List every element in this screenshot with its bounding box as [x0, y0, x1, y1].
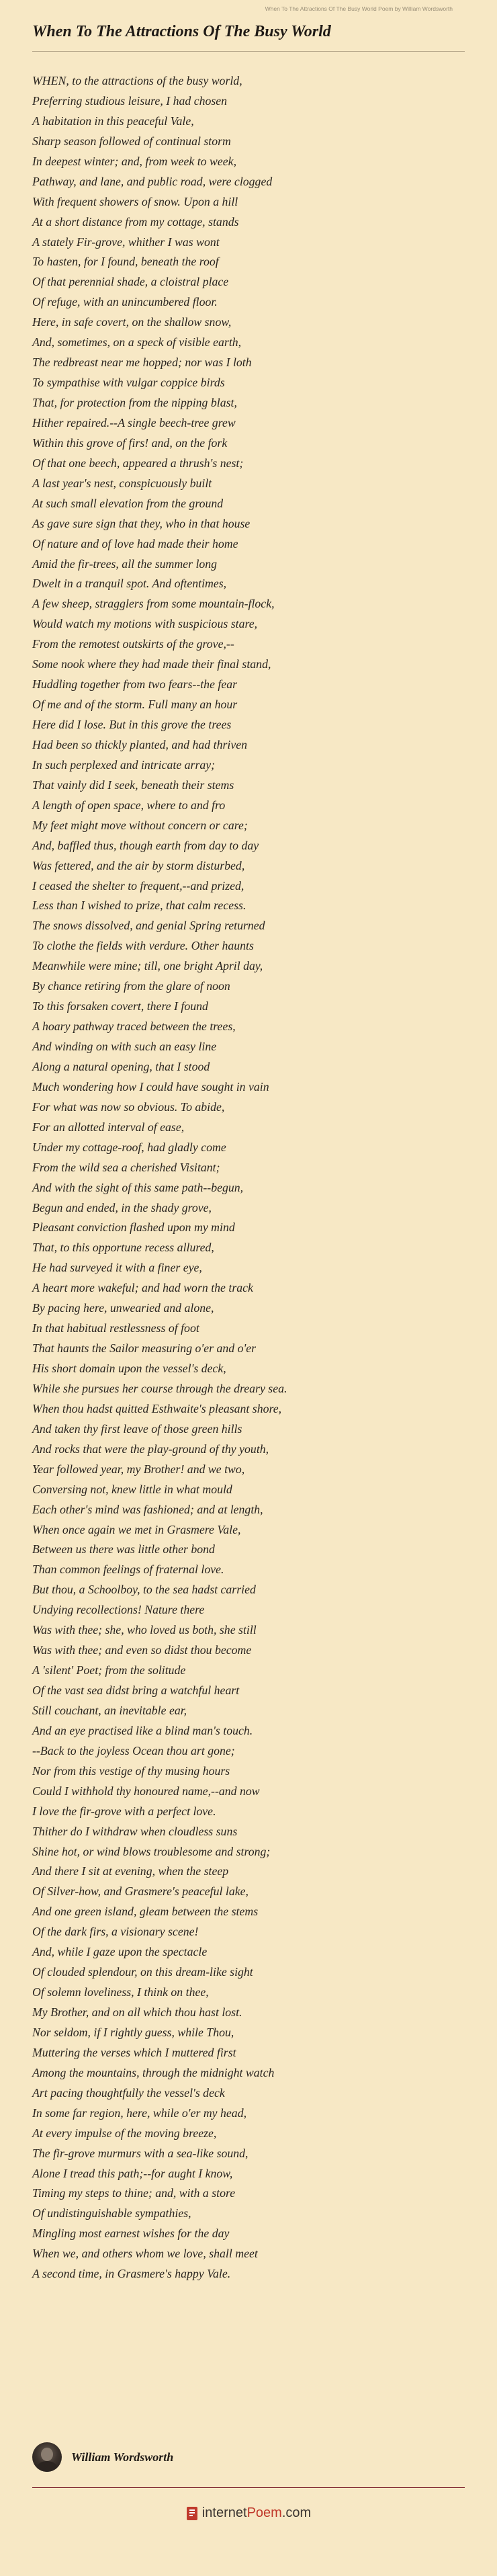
poem-line: And an eye practised like a blind man's touch. — [32, 1723, 253, 1737]
author-avatar[interactable] — [32, 2442, 62, 2472]
poem-line: At a short distance from my cottage, stands — [32, 214, 239, 228]
poem-line: And taken thy first leave of those green hills — [32, 1421, 242, 1436]
poem-line: Of Silver-how, and Grasmere's peaceful lake, — [32, 1884, 248, 1899]
poem-line: Of refuge, with an unincumbered floor. — [32, 295, 218, 309]
poem-line: The redbreast near me hopped; nor was I loth — [32, 356, 252, 370]
poem-line: Dwelt in a tranquil spot. And oftentimes, — [32, 577, 227, 591]
poem-line: And with the sight of this same path--begun, — [32, 1180, 244, 1194]
poem-line: My feet might move without concern or care; — [32, 818, 248, 832]
poem-line: Of nature and of love had made their home — [32, 536, 238, 550]
poem-line: Than common feelings of fraternal love. — [32, 1563, 224, 1577]
site-brand-text[interactable] — [202, 2505, 311, 2521]
poem-line: That, for protection from the nipping blast, — [32, 396, 237, 409]
poem-line: Of the vast sea didst bring a watchful heart — [32, 1684, 240, 1697]
poem-line: When we, and others whom we love, shall meet — [32, 2247, 258, 2261]
poem-line: A habitation in this peaceful Vale, — [32, 114, 194, 128]
poem-line: For what was now so obvious. To abide, — [32, 1099, 225, 1114]
poem-line: My Brother, and on all which thou hast lost. — [32, 2005, 242, 2019]
poem-line: A 'silent' Poet; from the solitude — [32, 1663, 186, 1677]
poem-line: The snows dissolved, and genial Spring returned — [32, 919, 265, 933]
poem-line: Less than I wished to prize, that calm recess. — [32, 899, 246, 913]
poem-line: Could I withhold thy honoured name,--and now — [32, 1784, 260, 1798]
poem-line: In such perplexed and intricate array; — [32, 757, 216, 772]
title-divider — [32, 51, 465, 52]
poem-line: Each other's mind was fashioned; and at length, — [32, 1502, 263, 1516]
poem-line: Of me and of the storm. Full many an hour — [32, 698, 238, 712]
poem-line: Some nook where they had made their final stand, — [32, 657, 271, 671]
poem-line: To sympathise with vulgar coppice birds — [32, 376, 225, 390]
poem-line: That, to this opportune recess allured, — [32, 1241, 214, 1255]
brand-accent: Poem — [246, 2505, 282, 2520]
poem-line: A last year's nest, conspicuously built — [32, 476, 212, 490]
poem-line: Among the mountains, through the midnight watch — [32, 2065, 275, 2079]
poem-line: Undying recollections! Nature there — [32, 1603, 205, 1617]
poem-line: I ceased the shelter to frequent,--and prized, — [32, 878, 244, 892]
poem-line: And rocks that were the play-ground of thy youth, — [32, 1442, 269, 1456]
poem-line: And, while I gaze upon the spectacle — [32, 1945, 208, 1959]
poem-line: Much wondering how I could have sought in vain — [32, 1079, 269, 1093]
poem-line: Pathway, and lane, and public road, were clogged — [32, 174, 273, 188]
poem-line: Year followed year, my Brother! and we two, — [32, 1462, 245, 1476]
poem-line: He had surveyed it with a finer eye, — [32, 1261, 202, 1275]
poem-line: Begun and ended, in the shady grove, — [32, 1200, 212, 1214]
poem-line: In some far region, here, while o'er my head, — [32, 2106, 247, 2120]
poem-line: Thither do I withdraw when cloudless suns — [32, 1824, 238, 1838]
poem-line: Hither repaired.--A single beech-tree grew — [32, 415, 236, 429]
poem-line: From the remotest outskirts of the grove,-- — [32, 637, 234, 651]
poem-line: In deepest winter; and, from week to week, — [32, 154, 237, 168]
site-brand-link[interactable] — [0, 2505, 497, 2521]
poem-line: And winding on with such an easy line — [32, 1040, 217, 1053]
poem-line: Of undistinguishable sympathies, — [32, 2206, 191, 2220]
poem-line: Within this grove of firs! and, on the fork — [32, 435, 228, 450]
poem-title: When To The Attractions Of The Busy World — [32, 23, 331, 40]
poem-line: When once again we met in Grasmere Vale, — [32, 1522, 241, 1536]
footer-divider — [32, 2487, 465, 2488]
poem-line: When thou hadst quitted Esthwaite's pleasant shore, — [32, 1401, 282, 1415]
poem-line: Timing my steps to thine; and, with a store — [32, 2186, 236, 2200]
poem-line: Art pacing thoughtfully the vessel's deck — [32, 2085, 225, 2100]
poem-line: A heart more wakeful; and had worn the track — [32, 1281, 253, 1295]
poem-line: Preferring studious leisure, I had chosen — [32, 93, 228, 108]
poem-line: That haunts the Sailor measuring o'er and o'er — [32, 1341, 257, 1356]
poem-line: To clothe the fields with verdure. Other haunts — [32, 939, 254, 953]
poem-line: Still couchant, an inevitable ear, — [32, 1703, 187, 1717]
poem-line: WHEN, to the attractions of the busy world, — [32, 74, 242, 87]
poem-line: Here, in safe covert, on the shallow snow, — [32, 315, 232, 329]
poem-line: Of that one beech, appeared a thrush's nest; — [32, 456, 244, 470]
poem-line: By pacing here, unwearied and alone, — [32, 1301, 214, 1315]
poem-line: --Back to the joyless Ocean thou art gone; — [32, 1743, 235, 1757]
poem-line: While she pursues her course through the dreary sea. — [32, 1381, 287, 1395]
poem-line: Shine hot, or wind blows troublesome and strong; — [32, 1844, 271, 1858]
poem-line: As gave sure sign that they, who in that house — [32, 516, 251, 530]
poem-line: Was with thee; and even so didst thou become — [32, 1643, 252, 1657]
poem-line: Under my cottage-roof, had gladly come — [32, 1140, 226, 1154]
brand-prefix: internet — [201, 2505, 247, 2520]
poem-line: A second time, in Grasmere's happy Vale. — [32, 2267, 231, 2281]
poem-line: A stately Fir-grove, whither I was wont — [32, 235, 220, 249]
poem-line: For an allotted interval of ease, — [32, 1120, 185, 1134]
poem-line: Of clouded splendour, on this dream-like sight — [32, 1965, 253, 1979]
poem-line: Nor seldom, if I rightly guess, while Thou, — [32, 2025, 234, 2039]
poem-line: The fir-grove murmurs with a sea-like sound, — [32, 2146, 248, 2160]
poem-line: Along a natural opening, that I stood — [32, 1059, 210, 1073]
poem-line: And one green island, gleam between the stems — [32, 1905, 259, 1919]
poem-line: Here did I lose. But in this grove the trees — [32, 718, 232, 731]
poem-line: In that habitual restlessness of foot — [32, 1321, 199, 1335]
poem-line: Of the dark firs, a visionary scene! — [32, 1925, 199, 1939]
brand-suffix: .com — [281, 2505, 312, 2520]
poem-line: Of solemn loveliness, I think on thee, — [32, 1985, 209, 1999]
bookmark-icon — [186, 2506, 198, 2521]
poem-line: And there I sit at evening, when the steep — [32, 1864, 229, 1878]
poem-body — [32, 71, 287, 2284]
poem-line: To hasten, for I found, beneath the roof — [32, 255, 219, 269]
poem-line: A hoary pathway traced between the trees, — [32, 1020, 236, 1034]
poem-line: That vainly did I seek, beneath their stems — [32, 778, 234, 792]
poem-line: And, sometimes, on a speck of visible earth, — [32, 335, 242, 349]
poem-line: Meanwhile were mine; till, one bright April day, — [32, 959, 263, 973]
poem-line: Nor from this vestige of thy musing hours — [32, 1763, 230, 1778]
poem-line: A few sheep, stragglers from some mountain-flock, — [32, 597, 275, 611]
poem-line: But thou, a Schoolboy, to the sea hadst carried — [32, 1583, 256, 1597]
poem-line: Amid the fir-trees, all the summer long — [32, 556, 218, 571]
poem-line: At every impulse of the moving breeze, — [32, 2126, 217, 2140]
author-name[interactable]: William Wordsworth — [71, 2450, 174, 2464]
poem-line: A length of open space, where to and fro — [32, 798, 226, 812]
poem-line: Had been so thickly planted, and had thriven — [32, 737, 247, 751]
poem-line: Huddling together from two fears--the fear — [32, 677, 238, 692]
author-block[interactable] — [32, 2442, 173, 2472]
poem-line: Was fettered, and the air by storm disturbed, — [32, 858, 245, 872]
poem-line: Mingling most earnest wishes for the day — [32, 2227, 230, 2241]
poem-line: Sharp season followed of continual storm — [32, 134, 231, 148]
poem-line: Conversing not, knew little in what mould — [32, 1482, 232, 1496]
poem-line: Muttering the verses which I muttered first — [32, 2045, 236, 2059]
poem-line: From the wild sea a cherished Visitant; — [32, 1160, 220, 1174]
poem-line: Was with thee; she, who loved us both, she still — [32, 1623, 257, 1637]
poem-line: His short domain upon the vessel's deck, — [32, 1362, 226, 1375]
poem-line: Would watch my motions with suspicious stare, — [32, 617, 258, 631]
poem-line: At such small elevation from the ground — [32, 496, 224, 510]
poem-line: Alone I tread this path;--for aught I know, — [32, 2166, 233, 2180]
poem-line: I love the fir-grove with a perfect love. — [32, 1804, 216, 1818]
poem-line: Between us there was little other bond — [32, 1542, 215, 1556]
poem-line: By chance retiring from the glare of noon — [32, 979, 230, 993]
poem-line: Pleasant conviction flashed upon my mind — [32, 1220, 235, 1235]
header-caption: When To The Attractions Of The Busy World Poem by William Wordsworth — [265, 5, 453, 12]
poem-line: Of that perennial shade, a cloistral place — [32, 275, 229, 289]
poem-line: And, baffled thus, though earth from day to day — [32, 838, 259, 852]
poem-line: With frequent showers of snow. Upon a hill — [32, 194, 238, 208]
poem-line: To this forsaken covert, there I found — [32, 999, 208, 1013]
